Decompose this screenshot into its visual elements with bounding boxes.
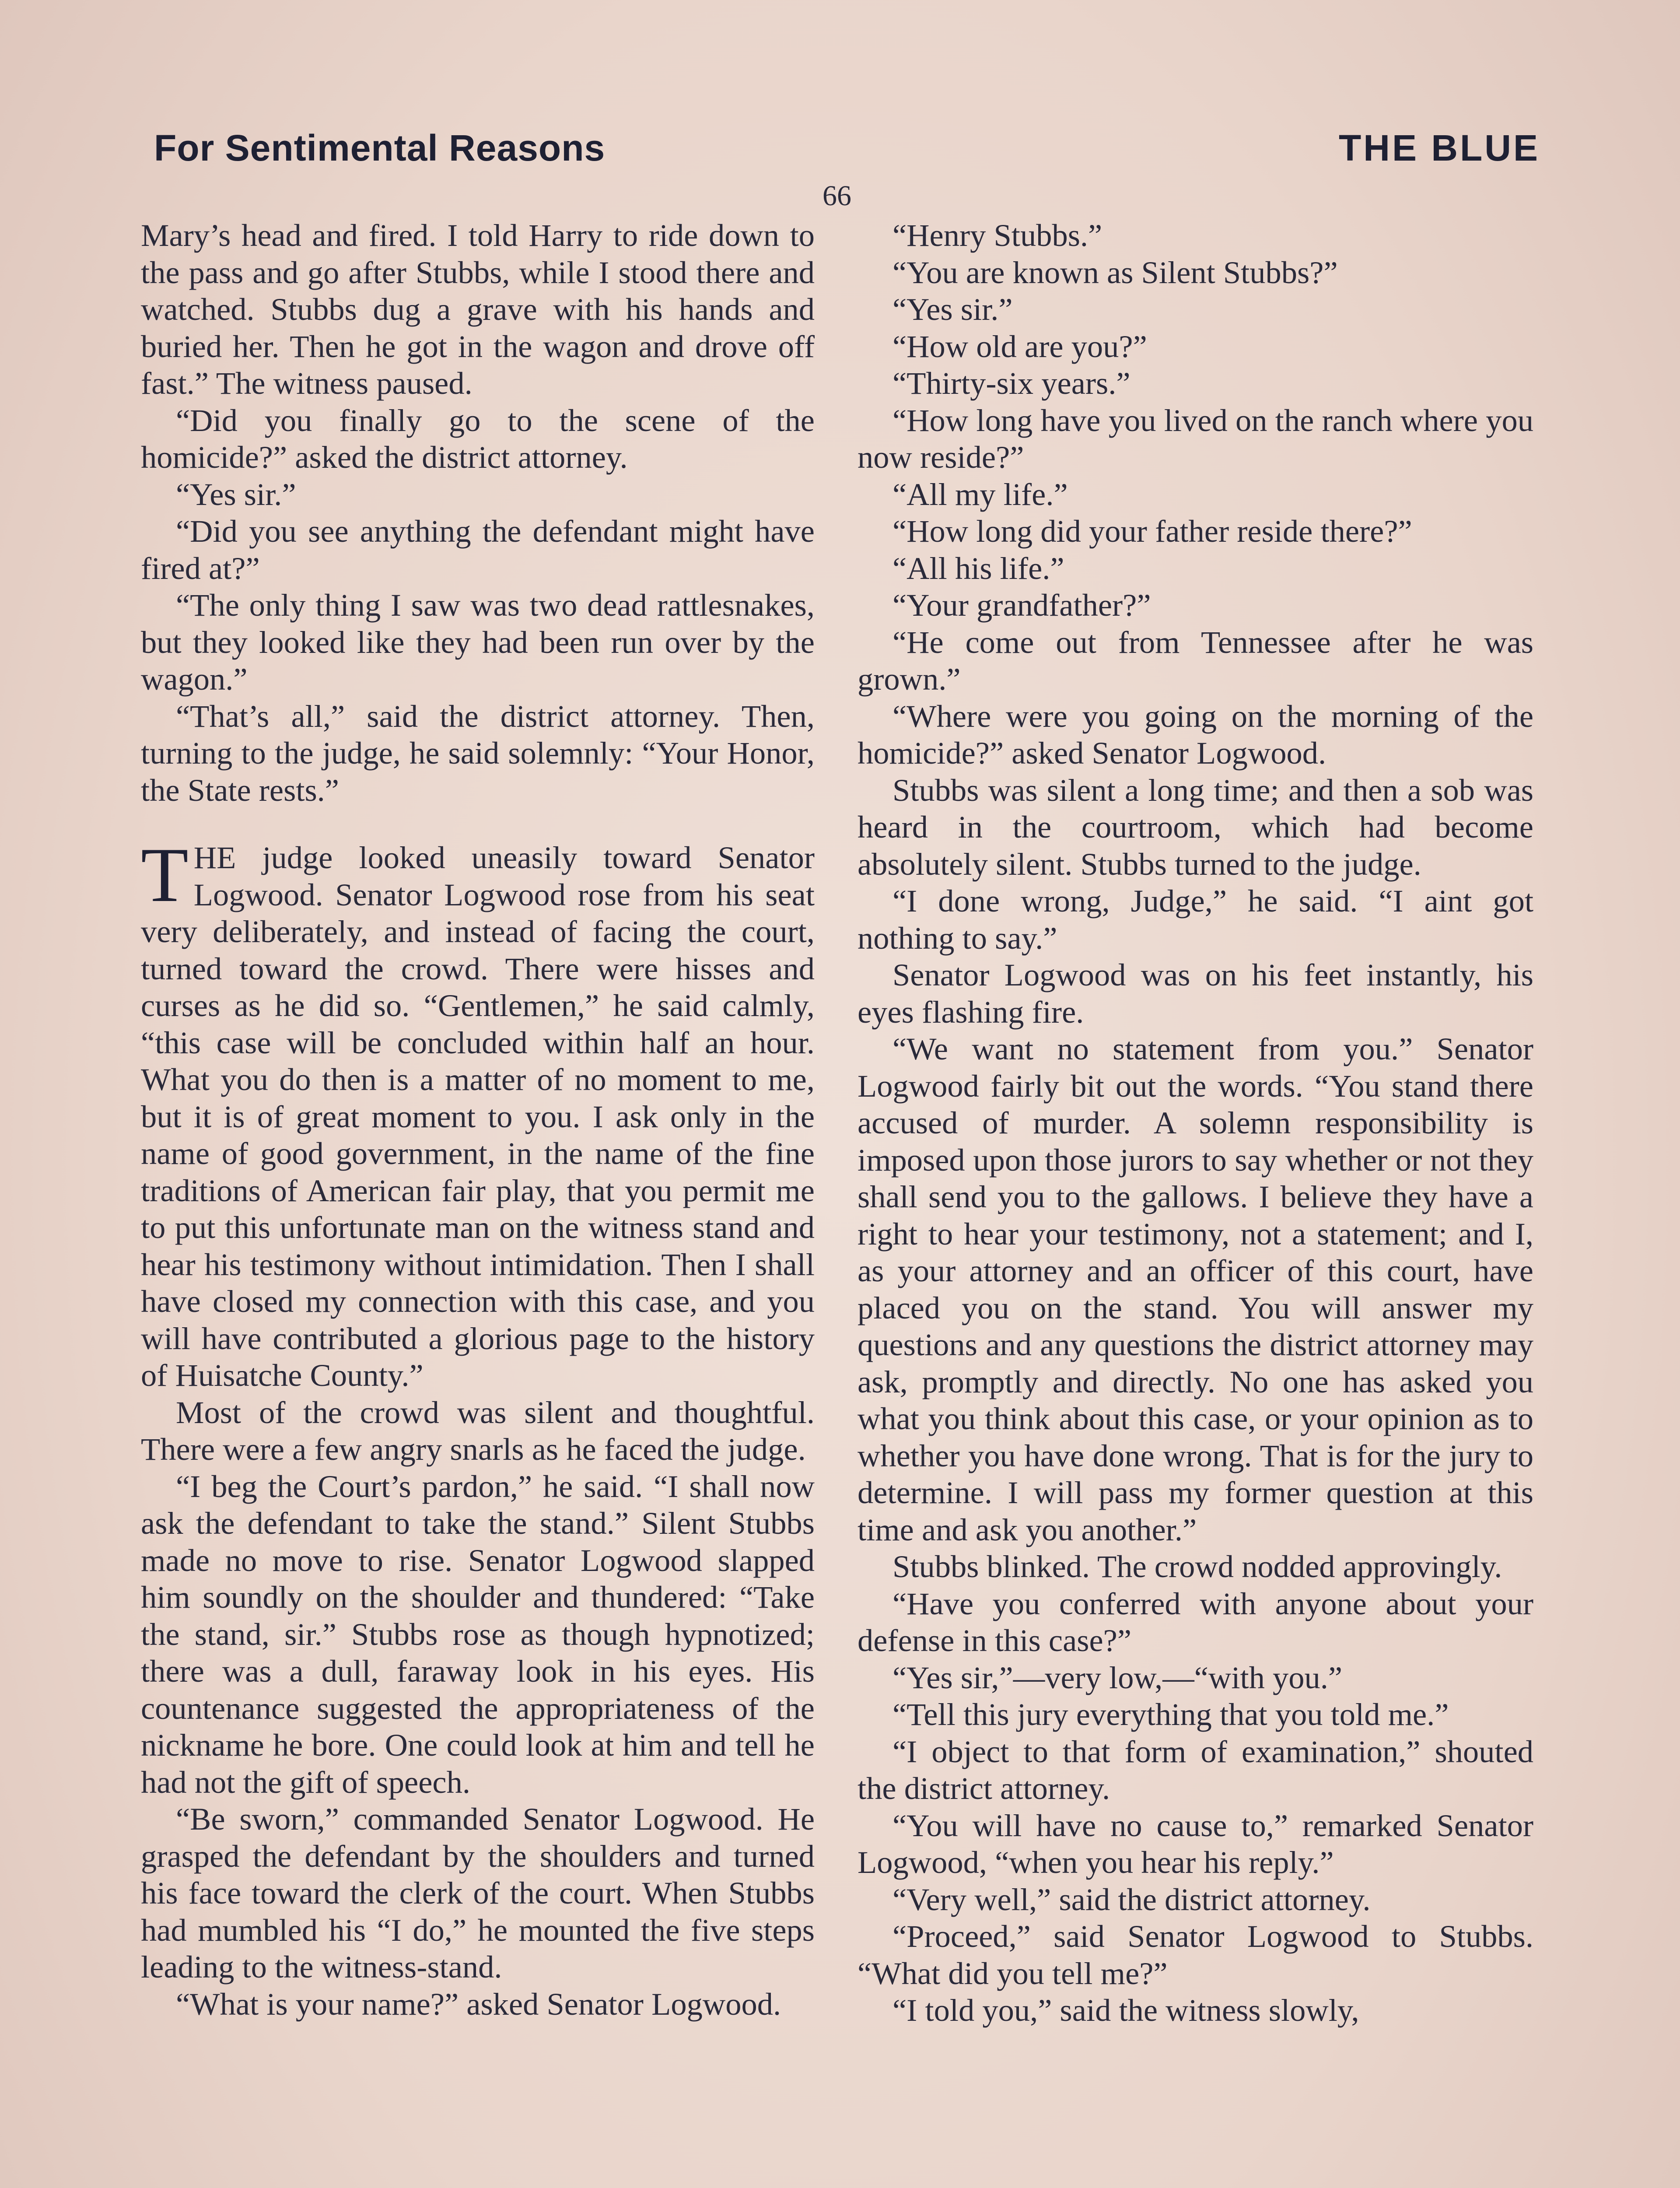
paragraph: “All his life.” [892,550,1064,586]
paragraph: “Proceed,” said Senator Logwood to Stubbs. “What did you tell me?” [858,1918,1533,1991]
running-head-title: For Sentimental Reasons [154,127,606,168]
paragraph: “You are known as Silent Stubbs?” [892,254,1338,290]
paragraph: Most of the crowd was silent and thoughtful. There were a few angry snarls as he faced the judge. [141,1394,815,1467]
paragraph: “He come out from Tennessee after he was grown.” [858,624,1533,697]
paragraph: “How old are you?” [892,328,1147,364]
paragraph: “You will have no cause to,” remarked Senator Logwood, “when you hear his reply.” [858,1807,1533,1880]
paragraph: “What is your name?” asked Senator Logwood. [176,1986,781,2022]
paragraph: “Your grandfather?” [892,587,1151,623]
drop-cap-letter: T [141,831,189,918]
paragraph: Stubbs was silent a long time; and then a sob was heard in the courtroom, which had become absolutely silent. Stubbs turned to the judge. [858,772,1533,882]
paragraph: “I object to that form of examination,” shouted the district attorney. [858,1733,1533,1806]
running-head-magazine: THE BLUE [1339,127,1540,168]
paragraph-text: HE judge looked uneasily toward Senator Logwood. Senator Logwood rose from his seat very deliberately, and instead of facing the court, turned toward the crowd. There were hisses and curses as he did so. “Gentlemen,” he said calmly, “this case will be concluded within half an hour. What you do then is a matter of no moment to me, but it is of great moment to you. I ask only in the name of good government, in the name of the fine traditions of American fair play, that you permit me to put this unfortunate man on the witness stand and hear his testimony without intimidation. Then I shall have closed my connection with this case, and you will have contributed a glorious page to the history of Huisatche County.” [141,840,815,1393]
paragraph: “I beg the Court’s pardon,” he said. “I shall now ask the defendant to take the stand.” Silent Stubbs made no move to rise. Senator Logwood slapped him soundly on the shoulder and thundered: “Take the stand, sir.” Stubbs rose as though hypnotized; there was a dull, faraway look in his eyes. His countenance suggested the appropriateness of the nickname he bore. One could look at him and tell he had not the gift of speech. [141,1468,815,1800]
paragraph: “Tell this jury everything that you told me.” [892,1697,1449,1732]
paragraph: “Yes sir.” [176,476,296,512]
paragraph: Mary’s head and fired. I told Harry to ride down to the pass and go after Stubbs, while I stood there and watched. Stubbs dug a grave with his hands and buried her. Then he got in the wagon and drove off fast.” The witness paused. [141,217,815,401]
paragraph: “Be sworn,” commanded Senator Logwood. He grasped the defendant by the shoulders and turned his face toward the clerk of the court. When Stubbs had mumbled his “I do,” he mounted the five steps leading to the witness-stand. [141,1801,815,1985]
paragraph: “Very well,” said the district attorney. [892,1881,1371,1917]
paragraph: “That’s all,” said the district attorney. Then, turning to the judge, he said solemnly: “Your Honor, the State rests.” [141,698,815,808]
paragraph: “Henry Stubbs.” [892,217,1102,253]
paragraph: “Have you conferred with anyone about your defense in this case?” [858,1585,1533,1658]
paragraph: “We want no statement from you.” Senator Logwood fairly bit out the words. “You stand there accused of murder. A solemn responsibility is imposed upon those jurors to say whether or not they shall send you to the gallows. I believe they have a right to hear your testimony, not a statement; and I, as your attorney and an officer of this court, have placed you on the stand. You will answer my questions and any questions the district attorney may ask, promptly and directly. No one has asked you what you think about this case, or your opinion as to whether you have done wrong. That is for the jury to determine. I will pass my former question at this time and ask you another.” [858,1031,1533,1547]
left-text-column [141,217,815,2023]
paragraph: “I told you,” said the witness slowly, [892,1992,1359,2028]
paragraph: “Did you finally go to the scene of the homicide?” asked the district attorney. [141,402,815,475]
paragraph: “Thirty-six years.” [892,365,1130,401]
paragraph: “How long have you lived on the ranch where you now reside?” [858,402,1533,475]
paragraph: “Did you see anything the defendant might have fired at?” [141,513,815,586]
paragraph: Senator Logwood was on his feet instantly, his eyes flashing fire. [858,957,1533,1030]
paragraph: Stubbs blinked. The crowd nodded approvingly. [892,1549,1502,1584]
paragraph: “The only thing I saw was two dead rattlesnakes, but they looked like they had been run over by the wagon.” [141,587,815,697]
page-number: 66 [822,180,851,212]
paragraph: “Yes sir,”—very low,—“with you.” [892,1659,1343,1695]
paragraph: “How long did your father reside there?” [892,513,1412,549]
right-text-column [858,217,1533,2029]
paragraph: “I done wrong, Judge,” he said. “I aint got nothing to say.” [858,883,1533,956]
paragraph: “Yes sir.” [892,291,1013,327]
paragraph: “All my life.” [892,476,1068,512]
paragraph: “Where were you going on the morning of the homicide?” asked Senator Logwood. [858,698,1533,771]
section-paragraph [141,831,815,1394]
